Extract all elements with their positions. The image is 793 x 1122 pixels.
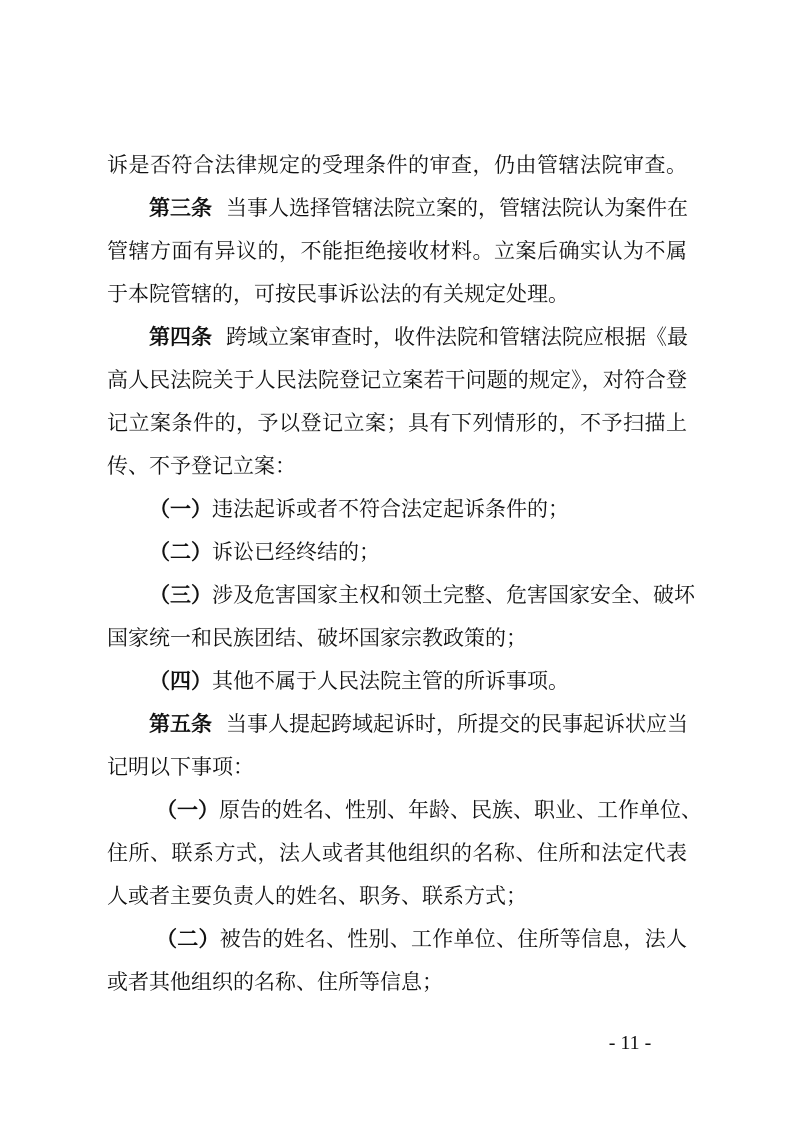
item-2-line — [149, 537, 687, 567]
item-1-label: （一） — [149, 497, 212, 521]
line-18 — [107, 881, 687, 911]
article-5-item-1-label: （一） — [156, 798, 219, 822]
line-1 — [107, 150, 687, 180]
item-2-text: 诉讼已经终结的； — [212, 540, 380, 564]
line-15 — [107, 752, 687, 782]
line-20 — [107, 967, 687, 997]
line-3 — [107, 236, 687, 266]
article-5-line — [149, 709, 687, 739]
article-3-line — [149, 193, 687, 223]
article-5-item-2-text: 被告的姓名、性别、工作单位、住所等信息，法人 — [219, 927, 687, 951]
article-5-label: 第五条 — [149, 712, 212, 736]
article-5-item-2-label: （二） — [156, 927, 220, 951]
article-5-text: 当事人提起跨域起诉时，所提交的民事起诉状应当 — [226, 712, 688, 736]
line-text: 管辖方面有异议的，不能拒绝接收材料。立案后确实认为不属 — [107, 239, 687, 263]
line-text: 高人民法院关于人民法院登记立案若干问题的规定》，对符合登 — [107, 368, 687, 392]
article-4-label: 第四条 — [149, 325, 212, 349]
line-text: 传、不予登记立案： — [107, 454, 296, 478]
item-4-label: （四） — [149, 669, 212, 693]
line-text: 于本院管辖的，可按民事诉讼法的有关规定处理。 — [107, 282, 569, 306]
page-number: - 11 - — [608, 1032, 652, 1054]
item-2-label: （二） — [149, 540, 212, 564]
article-4-text: 跨域立案审查时，收件法院和管辖法院应根据《最 — [226, 325, 688, 349]
item-3-text: 涉及危害国家主权和领土完整、危害国家安全、破坏 — [212, 583, 695, 607]
line-17 — [107, 838, 687, 868]
article-5-item-2-line — [156, 924, 687, 954]
item-4-line — [149, 666, 687, 696]
line-text: 诉是否符合法律规定的受理条件的审查，仍由管辖法院审查。 — [107, 153, 687, 177]
article-5-item-1-text: 原告的姓名、性别、年龄、民族、职业、工作单位、 — [219, 798, 702, 822]
article-3-label: 第三条 — [149, 196, 212, 220]
article-5-item-1-line — [156, 795, 702, 825]
line-6 — [107, 365, 687, 395]
line-text: 人或者主要负责人的姓名、职务、联系方式； — [107, 884, 527, 908]
line-text: 记明以下事项： — [107, 755, 254, 779]
item-3-label: （三） — [149, 583, 212, 607]
line-8 — [107, 451, 687, 481]
line-text: 或者其他组织的名称、住所等信息； — [107, 970, 443, 994]
item-1-text: 违法起诉或者不符合法定起诉条件的； — [212, 497, 569, 521]
line-text: 住所、联系方式，法人或者其他组织的名称、住所和法定代表 — [107, 841, 687, 865]
line-7 — [107, 408, 687, 438]
item-1-line — [149, 494, 687, 524]
item-3-line — [149, 580, 695, 610]
article-4-line — [149, 322, 687, 352]
article-3-text: 当事人选择管辖法院立案的，管辖法院认为案件在 — [226, 196, 688, 220]
line-4 — [107, 279, 687, 309]
line-text: 记立案条件的，予以登记立案；具有下列情形的，不予扫描上 — [107, 411, 687, 435]
item-4-text: 其他不属于人民法院主管的所诉事项。 — [212, 669, 569, 693]
line-12 — [107, 623, 687, 653]
line-text: 国家统一和民族团结、破坏国家宗教政策的； — [107, 626, 527, 650]
